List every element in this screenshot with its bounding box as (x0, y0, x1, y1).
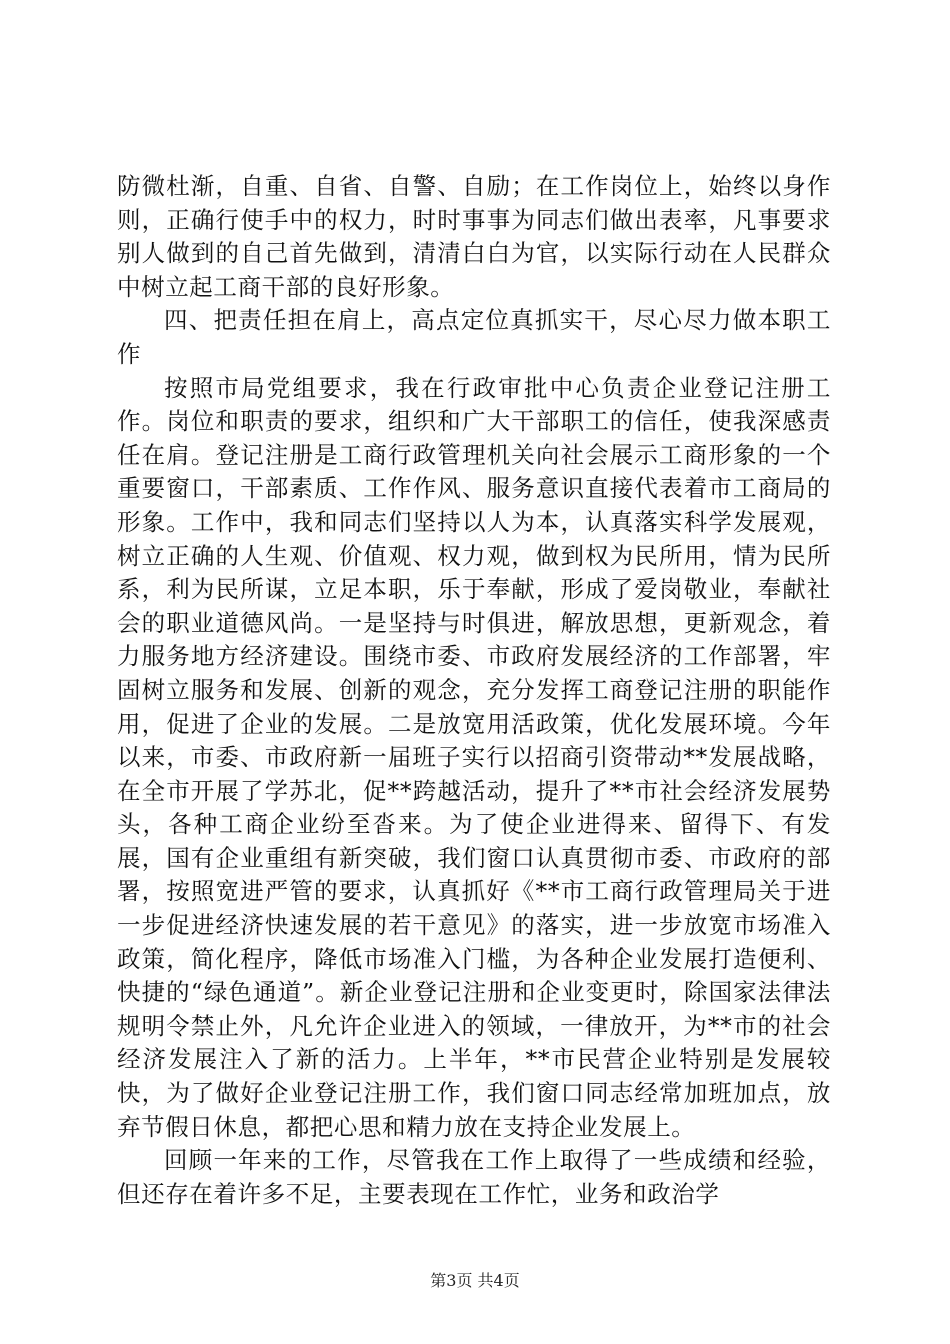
paragraph-continuation: 防微杜渐，自重、自省、自警、自励；在工作岗位上，始终以身作则，正确行使手中的权力，时时事事为同志们做出表率，凡事要求别人做到的自己首先做到，清清白白为官，以实际行动在人民群众中树立起工商干部的良好形象。 (117, 172, 831, 301)
body-text (117, 170, 831, 1211)
paragraph-review: 回顾一年来的工作，尽管我在工作上取得了一些成绩和经验，但还存在着许多不足，主要表现在工作忙，业务和政治学 (117, 1146, 831, 1208)
paragraph-registration-work: 按照市局党组要求，我在行政审批中心负责企业登记注册工作。岗位和职责的要求，组织和广大干部职工的信任，使我深感责任在肩。登记注册是工商行政管理机关向社会展示工商形象的一个重要窗口，干部素质、工作作风、服务意识直接代表着市工商局的形象。工作中，我和同志们坚持以人为本，认真落实科学发展观，树立正确的人生观、价值观、权力观，做到权为民所用，情为民所系，利为民所谋，立足本职，乐于奉献，形成了爱岗敬业，奉献社会的职业道德风尚。一是坚持与时俱进，解放思想，更新观念，着力服务地方经济建设。围绕市委、市政府发展经济的工作部署，牢固树立服务和发展、创新的观念，充分发挥工商登记注册的职能作用，促进了企业的发展。二是放宽用活政策，优化发展环境。今年以来，市委、市政府新一届班子实行以招商引资带动**发展战略，在全市开展了学苏北，促**跨越活动，提升了**市社会经济发展势头，各种工商企业纷至沓来。为了使企业进得来、留得下、有发展，国有企业重组有新突破，我们窗口认真贯彻市委、市政府的部署，按照宽进严管的要求，认真抓好《**市工商行政管理局关于进一步促进经济快速发展的若干意见》的落实，进一步放宽市场准入政策，简化程序，降低市场准入门槛，为各种企业发展打造便利、快捷的“绿色通道”。新企业登记注册和企业变更时，除国家法律法规明令禁止外，凡允许企业进入的领域，一律放开，为**市的社会经济发展注入了新的活力。上半年，**市民营企业特别是发展较快，为了做好企业登记注册工作，我们窗口同志经常加班加点，放弃节假日休息，都把心思和精力放在支持企业发展上。 (117, 373, 831, 1141)
section-heading-four: 四、把责任担在肩上，高点定位真抓实干，尽心尽力做本职工作 (117, 306, 831, 368)
page-number-footer: 第3页 共4页 (430, 1271, 520, 1290)
